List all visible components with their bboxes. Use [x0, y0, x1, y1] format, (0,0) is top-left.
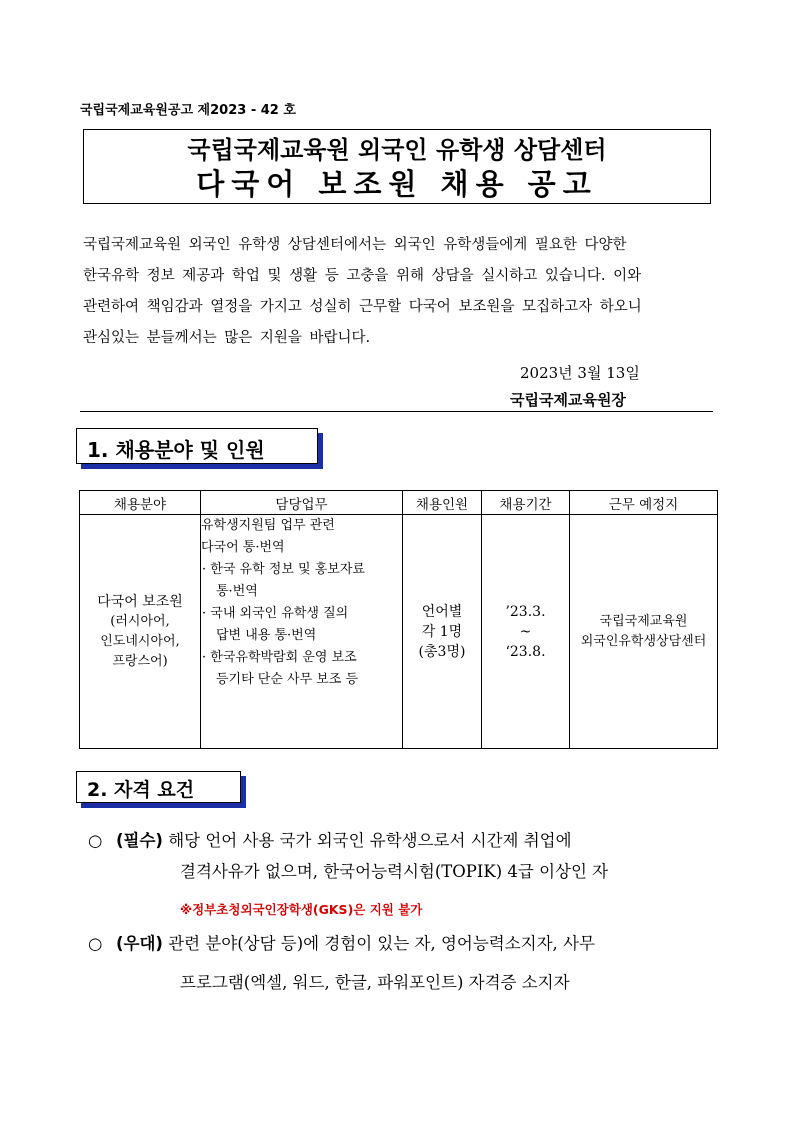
- required-tag: (필수): [116, 831, 163, 850]
- headcount-line: 각 1명: [421, 623, 463, 640]
- page-title-line2: 다국어 보조원 채용 공고: [196, 167, 598, 201]
- headcount-line: (총3명): [418, 643, 466, 660]
- cell-period: [482, 515, 570, 749]
- bullet-circle: ○: [88, 934, 103, 953]
- notice-number: 국립국제교육원공고 제2023 - 42 호: [80, 103, 296, 118]
- headcount-line: 언어별: [421, 603, 463, 620]
- bullet-circle: ○: [88, 831, 103, 850]
- cell-location: [570, 515, 718, 749]
- duty-item: · 한국유학박람회 운영 보조: [202, 650, 357, 665]
- recruitment-table: [79, 490, 718, 749]
- requirement-preferred: [88, 925, 595, 962]
- table-header: 채용인원: [403, 491, 482, 515]
- required-text: 해당 언어 사용 국가 외국인 유학생으로서 시간제 취업에: [168, 831, 572, 850]
- cell-field: [80, 515, 201, 749]
- period-end: ‘23.8.: [505, 643, 546, 660]
- requirement-required: [88, 822, 572, 859]
- divider: [80, 411, 713, 412]
- duty-item-cont: 등기타 단순 사무 보조 등: [216, 672, 359, 687]
- cell-duties: [201, 515, 403, 749]
- period-sep: ~: [519, 623, 532, 640]
- section-heading-recruitment: 1. 채용분야 및 인원: [76, 428, 318, 464]
- duty-item-cont: 통·번역: [216, 584, 258, 599]
- duty-item: · 국내 외국인 유학생 질의: [202, 606, 349, 621]
- issuer: 국립국제교육원장: [510, 391, 626, 409]
- gks-warning: ※정부초청외국인장학생(GKS)은 지원 불가: [180, 902, 423, 917]
- duty-item-cont: 답변 내용 통·번역: [216, 628, 317, 643]
- intro-line: 관심있는 분들께서는 많은 지원을 바랍니다.: [83, 330, 371, 346]
- required-text-cont: 결격사유가 없으며, 한국어능력시험(TOPIK) 4급 이상인 자: [180, 862, 609, 881]
- intro-line: 관련하여 책임감과 열정을 가지고 성실히 근무할 다국어 보조원을 모집하고자 하오니: [83, 299, 642, 315]
- title-box: [83, 129, 711, 204]
- location-line: 외국인유학생상담센터: [580, 633, 707, 649]
- page-title-line1: 국립국제교육원 외국인 유학생 상담센터: [187, 136, 607, 164]
- notice-date: 2023년 3월 13일: [520, 364, 640, 382]
- field-language: 프랑스어): [112, 653, 168, 669]
- period-start: ’23.3.: [505, 603, 546, 620]
- preferred-tag: (우대): [116, 934, 163, 953]
- intro-paragraph: [83, 230, 713, 354]
- duty-line: 다국어 통·번역: [201, 540, 285, 555]
- field-language: (러시아어,: [110, 613, 170, 629]
- table-header: 담당업무: [201, 491, 403, 515]
- intro-line: 한국유학 정보 제공과 학업 및 생활 등 고충을 위해 상담을 실시하고 있습니다. 이와: [83, 268, 642, 284]
- field-language: 인도네시아어,: [100, 633, 180, 649]
- table-header: 채용기간: [482, 491, 570, 515]
- preferred-text-cont: 프로그램(엑셀, 워드, 한글, 파워포인트) 자격증 소지자: [180, 973, 570, 992]
- location-line: 국립국제교육원: [599, 613, 688, 629]
- table-header-row: [80, 491, 718, 515]
- section-heading-qualifications: 2. 자격 요건: [76, 771, 241, 803]
- duty-item: · 한국 유학 정보 및 홍보자료: [202, 562, 365, 577]
- preferred-text: 관련 분야(상담 등)에 경험이 있는 자, 영어능력소지자, 사무: [168, 934, 595, 953]
- duty-line: 유학생지원팀 업무 관련: [201, 518, 335, 533]
- table-header: 근무 예정지: [570, 491, 718, 515]
- table-header: 채용분야: [80, 491, 201, 515]
- table-row: [80, 515, 718, 749]
- intro-line: 국립국제교육원 외국인 유학생 상담센터에서는 외국인 유학생들에게 필요한 다양한: [83, 237, 627, 253]
- cell-headcount: [403, 515, 482, 749]
- field-name: 다국어 보조원: [97, 593, 183, 610]
